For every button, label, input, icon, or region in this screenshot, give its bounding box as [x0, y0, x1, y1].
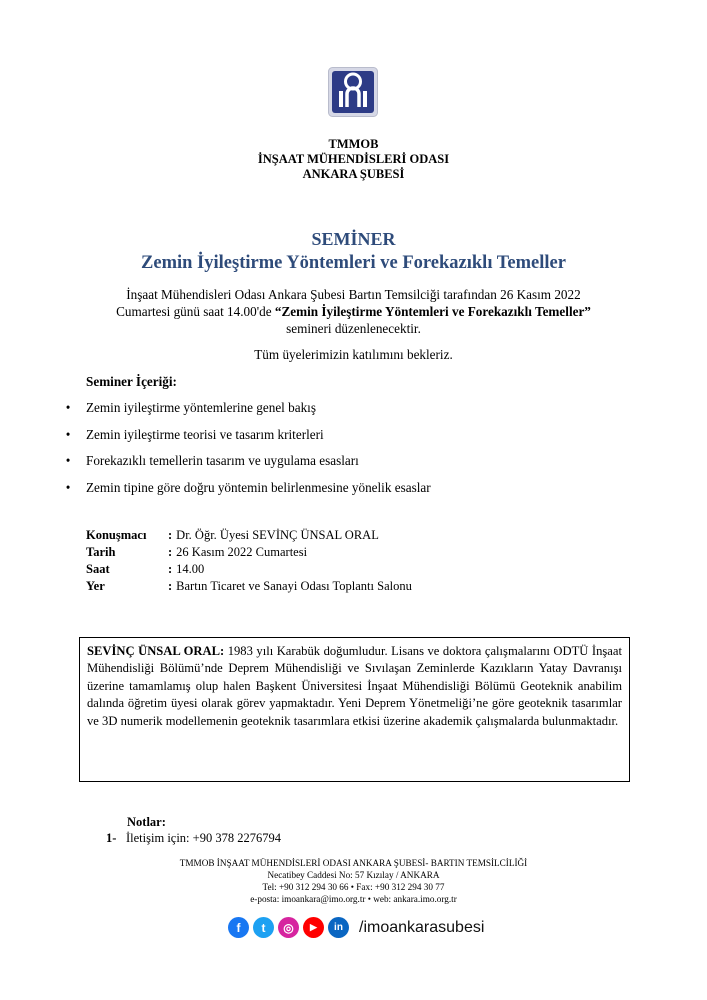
bio-text: 1983 yılı Karabük doğumludur. Lisans ve doktora çalışmalarını ODTÜ İnşaat Mühendisliği Bölümü’nde Deprem Mühendisliği ve Sıvılaşan Zeminlerde Kazıkların Yatay Davranışı üzerine tamamlamış olup halen Başkent Üniversitesi İnşaat Mühendisliği Bölümü Geoteknik anabilim dalında öğretim üyesi olarak görev yapmaktadır. Yeni Deprem Yönetmeliği’ne göre geoteknik tasarımlar ve 3D numerik modellemenin geoteknik tasarımlara etkisi üzerine akademik çalışmalarda bulunmaktadır.	[87, 644, 622, 728]
youtube-icon[interactable]: ▶	[303, 917, 324, 938]
bio-name: SEVİNÇ ÜNSAL ORAL:	[87, 644, 225, 658]
detail-key: Tarih	[86, 545, 116, 559]
seminar-label: SEMİNER	[311, 229, 396, 249]
imo-logo	[328, 67, 378, 117]
list-item	[62, 453, 431, 480]
topic-text: Zemin iyileştirme yöntemlerine genel bakış	[86, 400, 316, 415]
org-line-1: TMMOB	[328, 137, 379, 151]
detail-row-speaker	[86, 527, 412, 544]
detail-row-date	[86, 544, 412, 561]
notes-heading: Notlar:	[127, 815, 166, 829]
detail-key: Saat	[86, 562, 110, 576]
footer-contact: e-posta: imoankara@imo.org.tr • web: ankara.imo.org.tr	[250, 894, 457, 904]
details-table	[86, 527, 412, 595]
bullet-icon: •	[65, 400, 71, 415]
intro-line-2-text: Cumartesi günü saat 14.00'de	[116, 304, 275, 319]
intro-line-3: semineri düzenlenecektir.	[286, 321, 421, 336]
twitter-icon[interactable]: t	[253, 917, 274, 938]
org-header	[0, 137, 707, 182]
bullet-icon: •	[65, 426, 71, 442]
footer	[0, 857, 707, 905]
topic-list	[62, 400, 431, 506]
note-item	[106, 831, 281, 846]
detail-sep: :	[168, 528, 173, 542]
topic-text: Zemin tipine göre doğru yöntemin belirlenmesine yönelik esaslar	[86, 479, 431, 495]
bullet-icon: •	[65, 479, 71, 495]
detail-sep: :	[168, 579, 173, 593]
detail-row-time	[86, 561, 412, 578]
note-number: 1-	[106, 831, 117, 845]
invite-text: Tüm üyelerimizin katılımını bekleriz.	[254, 347, 453, 362]
speaker-bio-box	[79, 637, 630, 782]
topic-text: Forekazıklı temellerin tasarım ve uygulama esasları	[86, 453, 359, 468]
detail-value: Bartın Ticaret ve Sanayi Odası Toplantı Salonu	[176, 579, 412, 593]
footer-address: Necatibey Caddesi No: 57 Kızılay / ANKARA	[267, 870, 440, 880]
detail-sep: :	[168, 562, 173, 576]
seminar-title: Zemin İyileştirme Yöntemleri ve Forekazıklı Temeller	[141, 253, 566, 273]
linkedin-icon[interactable]: in	[328, 917, 349, 938]
detail-sep: :	[168, 545, 173, 559]
list-item	[62, 427, 431, 454]
topic-text: Zemin iyileştirme teorisi ve tasarım kriterleri	[86, 426, 324, 442]
detail-key: Konuşmacı	[86, 528, 147, 542]
list-item	[62, 400, 431, 427]
social-bar	[228, 917, 484, 938]
content-heading: Seminer İçeriği:	[86, 374, 177, 389]
facebook-icon[interactable]: f	[228, 917, 249, 938]
footer-phone: Tel: +90 312 294 30 66 • Fax: +90 312 294 30 77	[262, 882, 445, 892]
footer-org: TMMOB İNŞAAT MÜHENDİSLERİ ODASI ANKARA ŞUBESİ- BARTIN TEMSİLCİLİĞİ	[179, 858, 528, 868]
bullet-icon: •	[65, 453, 71, 468]
detail-value: 26 Kasım 2022 Cumartesi	[176, 545, 308, 559]
intro-line-1: İnşaat Mühendisleri Odası Ankara Şubesi Bartın Temsilciği tarafından 26 Kasım 2022	[126, 287, 581, 302]
note-text: İletişim için: +90 378 2276794	[126, 831, 281, 845]
detail-row-venue	[86, 578, 412, 595]
detail-value: 14.00	[176, 562, 205, 576]
intro-line-2-bold: “Zemin İyileştirme Yöntemleri ve Forekazıklı Temeller”	[274, 304, 591, 319]
org-line-3: ANKARA ŞUBESİ	[302, 167, 405, 181]
detail-key: Yer	[86, 579, 105, 593]
instagram-icon[interactable]: ◎	[278, 917, 299, 938]
social-handle: /imoankarasubesi	[359, 918, 485, 936]
intro-paragraph	[0, 286, 707, 337]
detail-value: Dr. Öğr. Üyesi SEVİNÇ ÜNSAL ORAL	[176, 528, 379, 542]
org-line-2: İNŞAAT MÜHENDİSLERİ ODASI	[257, 152, 450, 166]
intro-line-2	[0, 303, 707, 320]
list-item	[62, 480, 431, 507]
